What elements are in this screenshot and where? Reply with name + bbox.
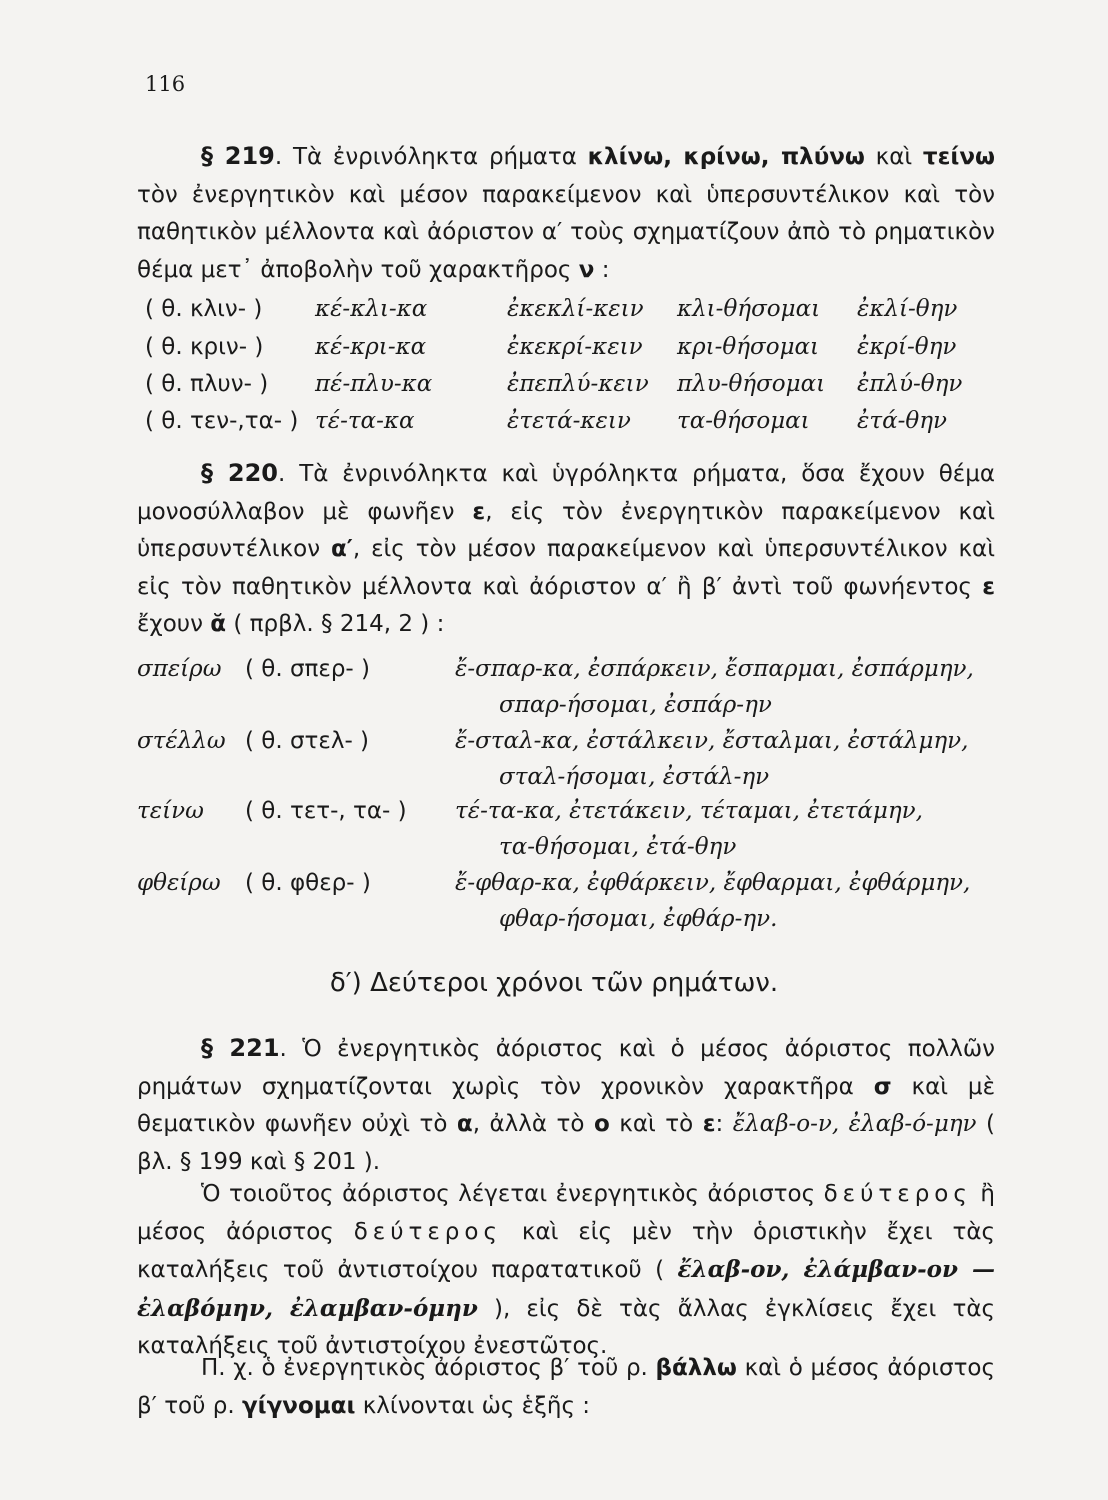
section-220-paragraph: § 220. Τὰ ἐνρινόληκτα καὶ ὑγρόληκτα ρήματα, ὅσα ἔχουν θέμα μονοσύλλαβον μὲ φωνῆεν ε, εἰς τὸν ἐνεργητικὸν παρακείμενον καὶ ὑπερσυντέλικον α′, εἰς τὸν μέσον παρακείμενον καὶ ὑπερσυντέλικον καὶ εἰς τὸν παθητικὸν μέλλοντα καὶ ἀόριστον α′ ἢ β′ ἀντὶ τοῦ φωνήεντος ε ἔχουν ᾰ ( πρβλ. § 214, 2 ) : xyxy=(137,459,996,637)
table-row: σταλ-ήσομαι, ἐστάλ-ην xyxy=(499,764,770,790)
verb-example: πλύνω xyxy=(780,144,865,170)
table-row: φθαρ-ήσομαι, ἐφθάρ-ην. xyxy=(499,906,778,932)
table-row: ( θ. κλιν- ) κέ-κλι-κα ἐκεκλί-κειν κλι-θήσομαι ἐκλί-θην xyxy=(145,296,958,322)
section-221-paragraph: § 221. Ὁ ἐνεργητικὸς ἀόριστος καὶ ὁ μέσος ἀόριστος πολλῶν ρημάτων σχηματίζονται χωρὶς τὸν χρονικὸν χαρακτῆρα σ καὶ μὲ θεματικὸν φωνῆεν οὐχὶ τὸ α, ἀλλὰ τὸ ο καὶ τὸ ε: ἔλαβ-ο-ν, ἐλαβ-ό-μην ( βλ. § 199 καὶ § 201 ). xyxy=(137,1034,996,1175)
verb-example: γίγνομαι xyxy=(241,1392,356,1419)
table-row: στέλλω ( θ. στελ- ) ἔ-σταλ-κα, ἐστάλκειν, ἔσταλμαι, ἐστάλμην, xyxy=(137,728,969,754)
verb-example: τείνω xyxy=(922,144,995,170)
spaced-word: δεύτερος xyxy=(823,1181,972,1207)
character-letter: ν xyxy=(578,256,595,283)
table-row: ( θ. πλυν- ) πέ-πλυ-κα ἐπεπλύ-κειν πλυ-θήσομαι ἐπλύ-θην xyxy=(145,371,963,397)
table-row: τείνω ( θ. τετ-, τα- ) τέ-τα-κα, ἐτετάκειν, τέταμαι, ἐτετάμην, xyxy=(137,798,923,824)
verb-example: βάλλω xyxy=(655,1355,737,1381)
table-row: σπαρ-ήσομαι, ἐσπάρ-ην xyxy=(499,692,772,718)
section-number: § 221 xyxy=(201,1034,280,1062)
table-row: τα-θήσομαι, ἐτά-θην xyxy=(499,834,737,860)
table-row: ( θ. τεν-,τα- ) τέ-τα-κα ἐτετά-κειν τα-θήσομαι ἐτά-θην xyxy=(145,408,947,434)
section-heading: δ′) Δεύτεροι χρόνοι τῶν ρημάτων. xyxy=(329,968,779,998)
table-row: σπείρω ( θ. σπερ- ) ἔ-σπαρ-κα, ἐσπάρκειν, ἔσπαρμαι, ἐσπάρμην, xyxy=(137,656,974,682)
section-number: § 220 xyxy=(201,459,279,487)
section-219-paragraph: § 219. Τὰ ἐνρινόληκτα ρήματα κλίνω, κρίνω, πλύνω καὶ τείνω τὸν ἐνεργητικὸν καὶ μέσον παρακείμενον καὶ ὑπερσυντέλικον καὶ τὸν παθητικὸν μέλλοντα καὶ ἀόριστον α′ τοὺς σχηματίζουν ἀπὸ τὸ ρηματικὸν θέμα μετ᾿ ἀποβολὴν τοῦ χαρακτῆρος ν : xyxy=(137,142,995,283)
verb-example: κλίνω xyxy=(587,144,664,170)
page-number: 116 xyxy=(145,72,186,96)
table-row: ( θ. κριν- ) κέ-κρι-κα ἐκεκρί-κειν κρι-θήσομαι ἐκρί-θην xyxy=(145,334,957,360)
paragraph: Ὁ τοιοῦτος ἀόριστος λέγεται ἐνεργητικὸς ἀόριστος δεύτερος ἢ μέσος ἀόριστος δεύτερος καὶ εἰς μὲν τὴν ὁριστικὴν ἔχει τὰς καταλήξεις τοῦ ἀντιστοίχου παρατατικοῦ ( ἔλαβ-ον, ἐλάμβαν-ον — ἐλαβόμην, ἐλαμβαν-όμην ), εἰς δὲ τὰς ἄλλας ἐγκλίσεις ἔχει τὰς καταλήξεις τοῦ ἀντιστοίχου ἐνεστῶτος. xyxy=(137,1181,995,1359)
paragraph: Π. χ. ὁ ἐνεργητικὸς ἀόριστος β′ τοῦ ρ. βάλλω καὶ ὁ μέσος ἀόριστος β′ τοῦ ρ. γίγνομαι κλίνονται ὡς ἑξῆς : xyxy=(137,1355,995,1419)
table-row: φθείρω ( θ. φθερ- ) ἔ-φθαρ-κα, ἐφθάρκειν, ἔφθαρμαι, ἐφθάρμην, xyxy=(137,870,971,896)
verb-example: κρίνω xyxy=(683,144,761,170)
section-number: § 219 xyxy=(201,142,275,170)
spaced-word: δεύτερος xyxy=(353,1218,502,1245)
